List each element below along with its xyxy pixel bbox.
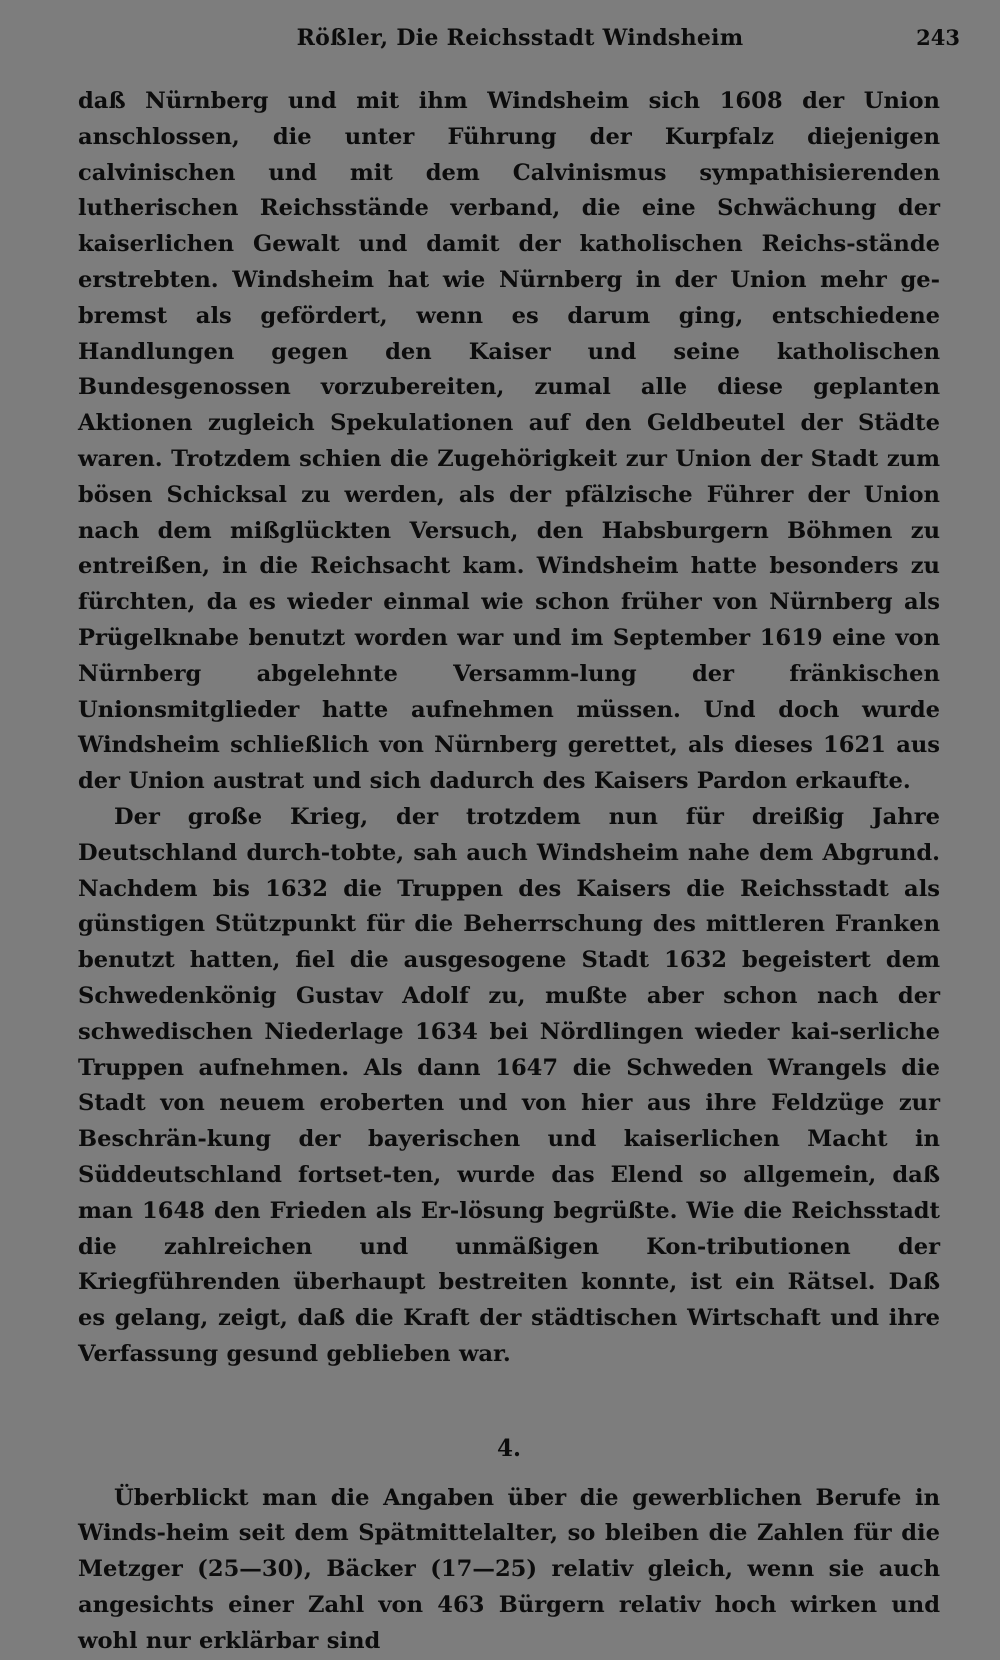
body-text	[78, 84, 940, 1660]
paragraph-3: Überblickt man die Angaben über die gewerblichen Berufe in Winds-heim seit dem Spätmittelalter, so bleiben die Zahlen für die Metzger (25—30), Bäcker (17—25) relativ gleich, wenn sie auch angesichts einer Zahl von 463 Bürgern relativ hoch wirken und wohl nur erklärbar sind	[78, 1484, 940, 1654]
paragraph-1: daß Nürnberg und mit ihm Windsheim sich 1608 der Union anschlossen, die unter Führung der Kurpfalz diejenigen calvinischen und mit dem Calvinismus sympathisierenden lutherischen Reichsstände verband, die eine Schwächung der kaiserlichen Gewalt und damit der katholischen Reichs-stände erstrebten. Windsheim hat wie Nürnberg in der Union mehr ge-bremst als gefördert, wenn es darum ging, entschiedene Handlungen gegen den Kaiser und seine katholischen Bundesgenossen vorzubereiten, zumal alle diese geplanten Aktionen zugleich Spekulationen auf den Geldbeutel der Städte waren. Trotzdem schien die Zugehörigkeit zur Union der Stadt zum bösen Schicksal zu werden, als der pfälzische Führer der Union nach dem mißglückten Versuch, den Habsburgern Böhmen zu entreißen, in die Reichsacht kam. Windsheim hatte besonders zu fürchten, da es wieder einmal wie schon früher von Nürnberg als Prügelknabe benutzt worden war und im September 1619 eine von Nürnberg abgelehnte Versamm-lung der fränkischen Unionsmitglieder hatte aufnehmen müssen. Und doch wurde Windsheim schließlich von Nürnberg gerettet, als dieses 1621 aus der Union austrat und sich dadurch des Kaisers Pardon erkaufte.	[78, 88, 940, 795]
section-number: 4.	[496, 1434, 521, 1462]
page-number: 243	[916, 25, 960, 50]
paragraph-2: Der große Krieg, der trotzdem nun für dreißig Jahre Deutschland durch-tobte, sah auch Windsheim nahe dem Abgrund. Nachdem bis 1632 die Truppen des Kaisers die Reichsstadt als günstigen Stützpunkt für die Beherrschung des mittleren Franken benutzt hatten, fiel die ausgesogene Stadt 1632 begeistert dem Schwedenkönig Gustav Adolf zu, mußte aber schon nach der schwedischen Niederlage 1634 bei Nördlingen wieder kai-serliche Truppen aufnehmen. Als dann 1647 die Schweden Wrangels die Stadt von neuem eroberten und von hier aus ihre Feldzüge zur Beschrän-kung der bayerischen und kaiserlichen Macht in Süddeutschland fortset-ten, wurde das Elend so allgemein, daß man 1648 den Frieden als Er-lösung begrüßte. Wie die Reichsstadt die zahlreichen und unmäßigen Kon-tributionen der Kriegführenden überhaupt bestreiten konnte, ist ein Rätsel. Daß es gelang, zeigt, daß die Kraft der städtischen Wirtschaft und ihre Verfassung gesund geblieben war.	[78, 803, 940, 1367]
running-title: Rößler, Die Reichsstadt Windsheim	[296, 25, 744, 51]
running-head	[80, 22, 960, 54]
